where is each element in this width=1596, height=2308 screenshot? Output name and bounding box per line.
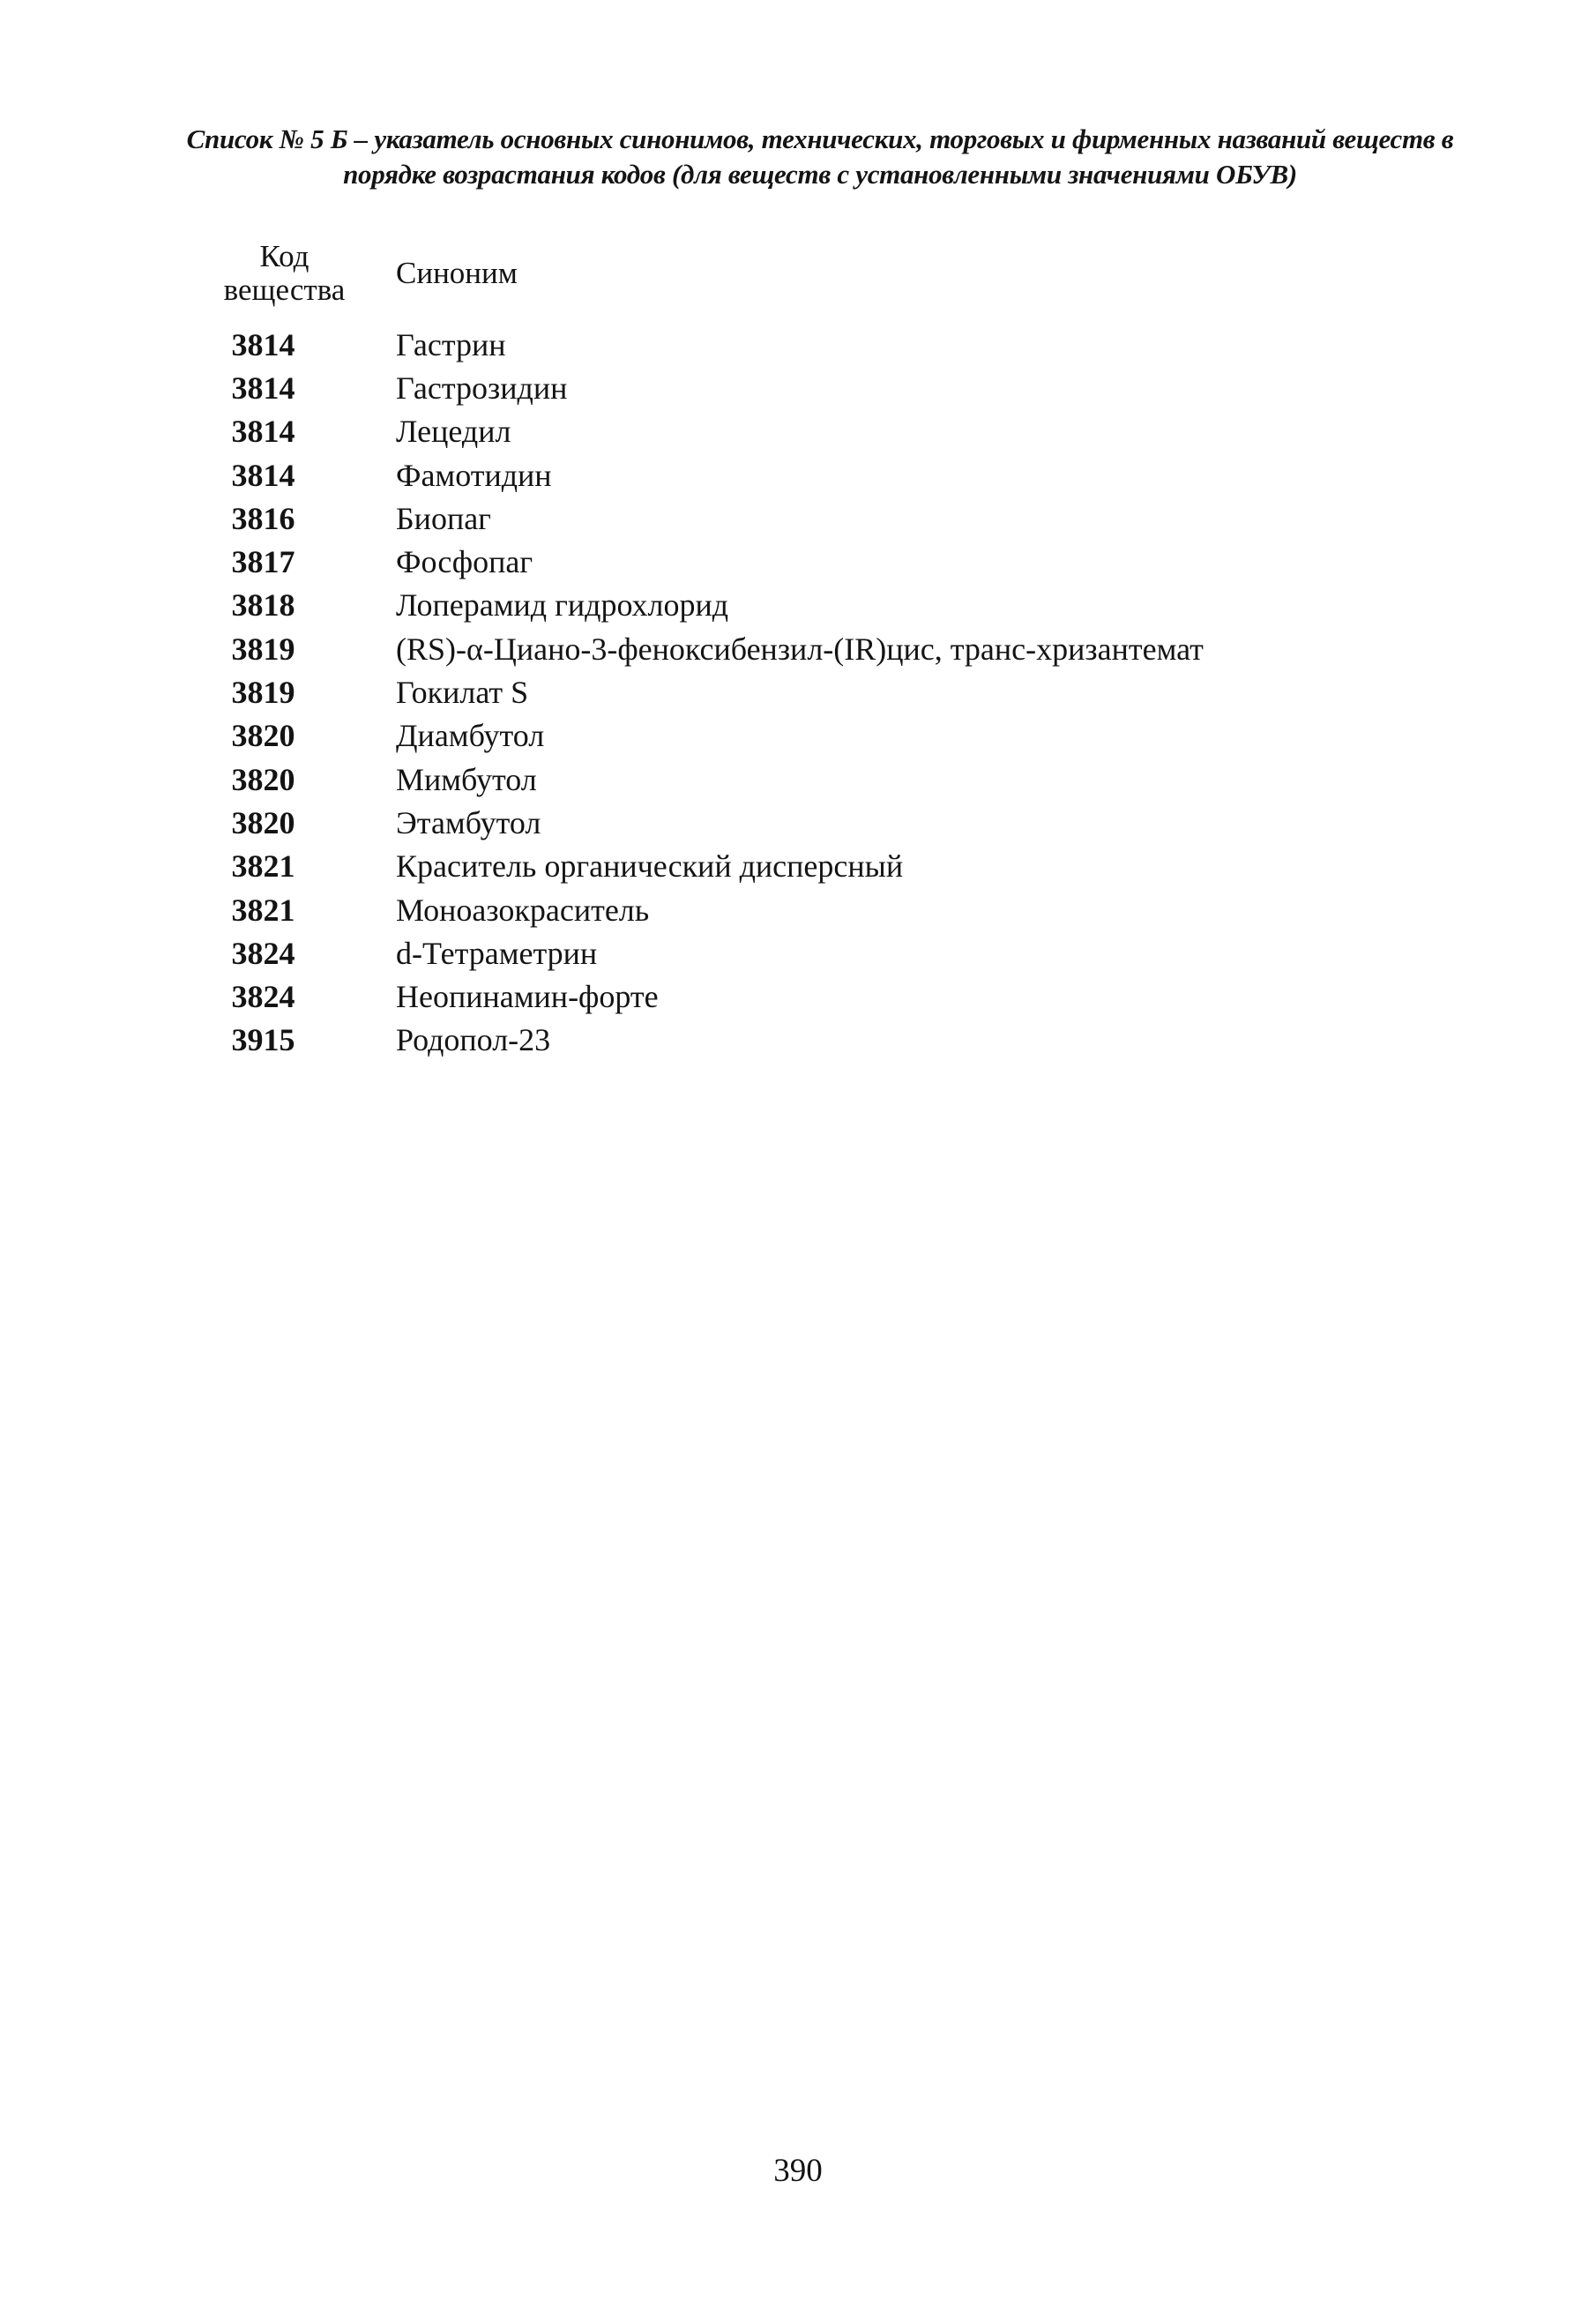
table-row [173,366,1204,409]
code-cell: 3820 [231,761,295,797]
table-row [173,584,1204,627]
page-title-line-2: порядке возрастания кодов (для веществ с установленными значениями ОБУВ) [343,159,1297,190]
code-cell: 3820 [231,804,295,840]
code-cell: 3818 [231,587,295,624]
synonym-cell: Диамбутол [396,718,545,754]
synonym-table [173,231,1204,1062]
synonym-cell: Гастрозидин [396,370,568,406]
table-header-row [173,231,1204,323]
code-cell: 3814 [231,326,295,362]
table-row [173,1019,1204,1062]
synonym-cell: Лецедил [396,414,511,450]
table-row [173,323,1204,366]
code-cell: 3915 [231,1022,295,1058]
synonym-cell: Гастрин [396,326,506,362]
table-row [173,888,1204,931]
synonym-cell: Фосфопаг [396,544,533,580]
code-cell: 3820 [231,718,295,754]
synonym-cell: d-Тетраметрин [396,935,598,971]
page-title-line-1: Список № 5 Б – указатель основных синонимов, технических, торговых и фирменных названий веществ в [186,123,1454,154]
code-cell: 3814 [231,414,295,450]
table-row [173,453,1204,497]
code-cell: 3824 [231,979,295,1015]
code-cell: 3821 [231,848,295,885]
table-row [173,627,1204,670]
table-row [173,670,1204,713]
table-row [173,845,1204,888]
header-synonym-column: Синоним [396,256,518,290]
code-cell: 3814 [231,370,295,406]
table-row [173,714,1204,758]
code-cell: 3814 [231,457,295,493]
header-code-line-1: Код [259,239,310,273]
synonym-cell: Мимбутол [396,761,537,797]
header-code-column [173,231,396,323]
header-code-line-2: вещества [223,273,346,307]
synonym-cell: Краситель органический дисперсный [396,848,904,885]
synonym-cell: Фамотидин [396,457,552,493]
synonym-cell: Лоперамид гидрохлорид [396,587,729,624]
code-cell: 3819 [231,675,295,711]
code-cell: 3819 [231,631,295,667]
page-number: 390 [773,2153,823,2189]
table-row [173,410,1204,453]
table-row [173,801,1204,844]
code-cell: 3817 [231,544,295,580]
table-row [173,975,1204,1018]
table-row [173,497,1204,540]
table-row [173,758,1204,801]
synonym-cell: Моноазокраситель [396,892,650,928]
synonym-cell: Биопаг [396,500,491,536]
table-row [173,540,1204,583]
table-row [173,931,1204,975]
synonym-cell: Гокилат S [396,675,529,711]
code-cell: 3821 [231,892,295,928]
synonym-cell: Этамбутол [396,804,541,840]
code-cell: 3824 [231,935,295,971]
synonym-cell: Родопол-23 [396,1022,551,1058]
synonym-cell: (RS)-α-Циано-3-феноксибензил-(IR)цис, транс-хризантемат [396,631,1204,667]
code-cell: 3816 [231,500,295,536]
synonym-cell: Неопинамин-форте [396,979,659,1015]
page-title [132,122,1508,192]
